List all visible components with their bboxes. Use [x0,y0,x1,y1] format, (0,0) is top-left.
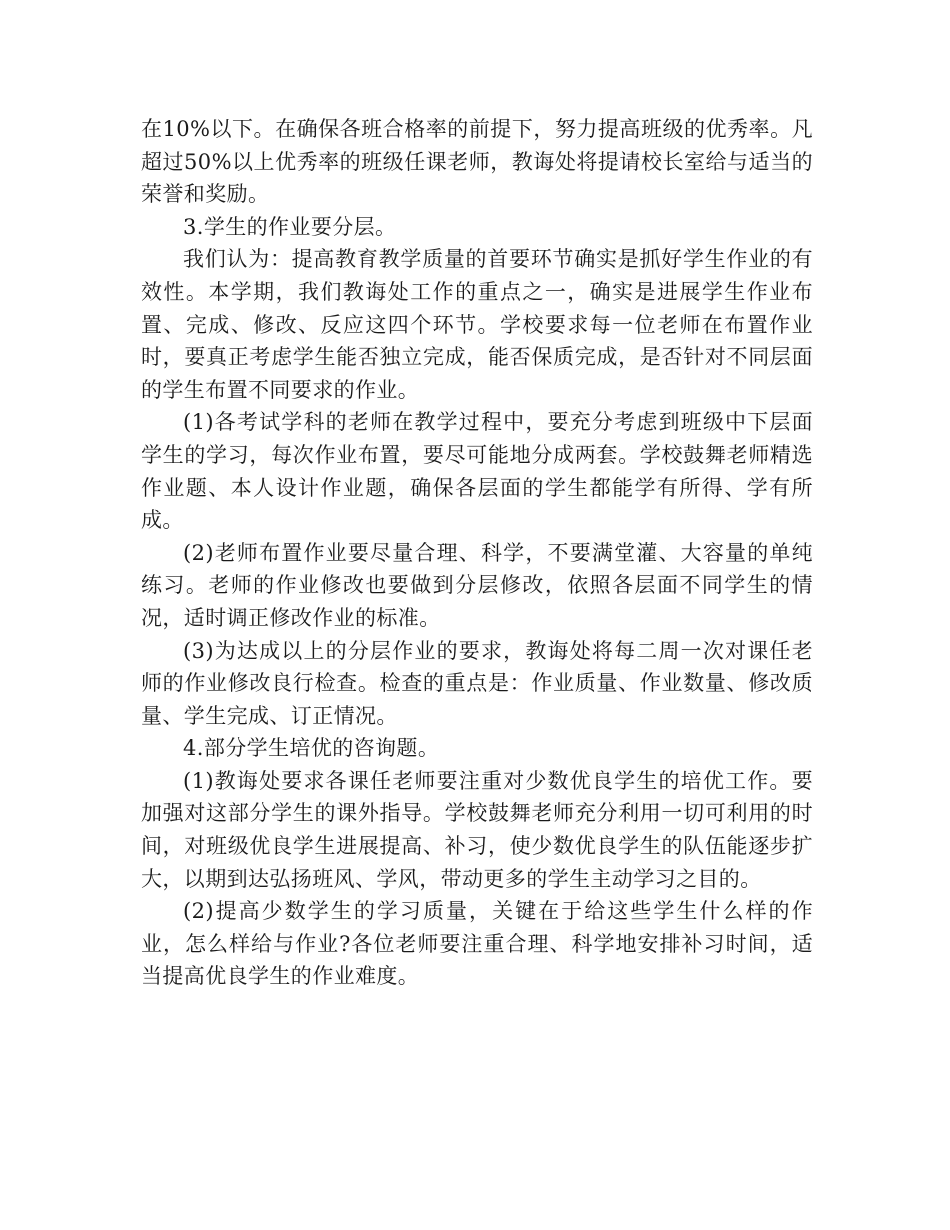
paragraph-top-students-1: (1)教诲处要求各课任老师要注重对少数优良学生的培优工作。要加强对这部分学生的课外指导。学校鼓舞老师充分利用一切可利用的时间，对班级优良学生进展提高、补习，使少数优良学生的队伍能逐步扩大，以期到达弘扬班风、学风，带动更多的学生主动学习之目的。 [141,768,813,891]
paragraph-item-3: (3)为达成以上的分层作业的要求，教诲处将每二周一次对课任老师的作业修改良行检查。检查的重点是：作业质量、作业数量、修改质量、学生完成、订正情况。 [141,638,813,728]
paragraph-top-students-2: (2)提高少数学生的学习质量，关键在于给这些学生什么样的作业，怎么样给与作业?各位老师要注重合理、科学地安排补习时间，适当提高优良学生的作业难度。 [141,899,813,989]
paragraph-item-2: (2)老师布置作业要尽量合理、科学，不要满堂灌、大容量的单纯练习。老师的作业修改也要做到分层修改，依照各层面不同学生的情况，适时调正修改作业的标准。 [141,540,813,630]
heading-homework-layering: 3.学生的作业要分层。 [183,214,397,239]
body-text [141,113,813,993]
paragraph-item-1: (1)各考试学科的老师在教学过程中，要充分考虑到班级中下层面学生的学习，每次作业布置，要尽可能地分成两套。学校鼓舞老师精选作业题、本人设计作业题，确保各层面的学生都能学有所得、学有所成。 [141,410,813,533]
paragraph-homework-effectiveness: 我们认为：提高教育教学质量的首要环节确实是抓好学生作业的有效性。本学期，我们教诲处工作的重点之一，确实是进展学生作业布置、完成、修改、反应这四个环节。学校要求每一位老师在布置作业时，要真正考虑学生能否独立完成，能否保质完成，是否针对不同层面的学生布置不同要求的作业。 [141,247,813,402]
heading-top-students: 4.部分学生培优的咨询题。 [183,736,440,761]
paragraph-continuation: 在10%以下。在确保各班合格率的前提下，努力提高班级的优秀率。凡超过50%以上优秀率的班级任课老师，教诲处将提请校长室给与适当的荣誉和奖励。 [141,117,813,207]
